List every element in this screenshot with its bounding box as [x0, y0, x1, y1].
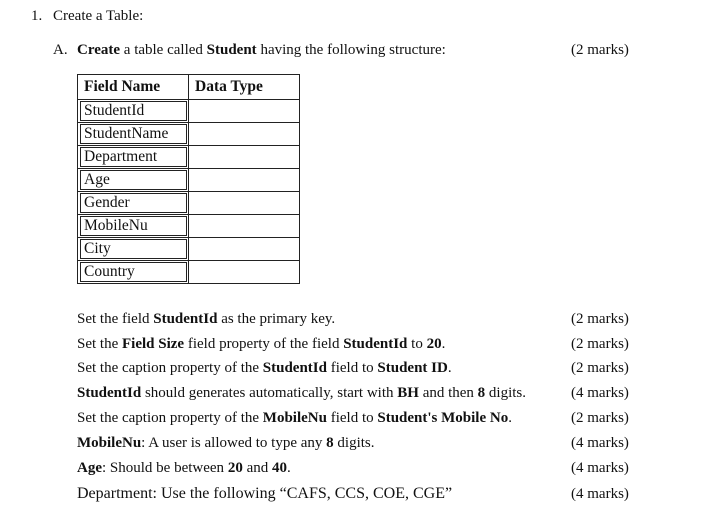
task-age-range [77, 460, 291, 477]
field-name-cell: Department [78, 146, 189, 169]
data-type-cell [189, 123, 300, 146]
task-marks: (2 marks) [571, 410, 629, 426]
task-bold: MobileNu [262, 410, 327, 426]
task-marks: (2 marks) [571, 360, 629, 376]
task-text: digits. [333, 435, 375, 451]
task-bold: StudentId [343, 336, 408, 352]
field-name-cell: Gender [78, 192, 189, 215]
task-marks: (4 marks) [571, 435, 629, 451]
task-text: field to [326, 410, 378, 426]
task-text: Set the [77, 336, 122, 352]
task-text: and then [418, 385, 478, 401]
field-name-cell: Age [78, 169, 189, 192]
task-bold: MobileNu [77, 435, 142, 451]
task-caption-studentid [77, 360, 452, 377]
question-number: 1. [31, 8, 43, 24]
data-type-cell [189, 100, 300, 123]
task-bold: 8 [477, 385, 486, 401]
table-row [78, 146, 300, 169]
task-text: . [508, 410, 512, 426]
task-bold: StudentId [77, 385, 142, 401]
task-bold: BH [397, 385, 419, 401]
task-text: to [407, 336, 427, 352]
task-text: : Should be between [102, 460, 228, 476]
task-bold: 20 [227, 460, 243, 476]
task-text: and [242, 460, 272, 476]
header-data-type: Data Type [189, 75, 300, 100]
table-row [78, 123, 300, 146]
task-field-size [77, 336, 445, 353]
task-text: Set the caption property of the [77, 410, 263, 426]
task-primary-key [77, 311, 335, 328]
task-auto-generate [77, 385, 526, 402]
field-name-cell: Country [78, 261, 189, 284]
task-department-lookup [77, 485, 452, 503]
task-text: Set the caption property of the [77, 360, 263, 376]
data-type-cell [189, 261, 300, 284]
task-marks: (4 marks) [571, 385, 629, 401]
task-bold: Age [77, 460, 102, 476]
task-bold: Student's Mobile No [377, 410, 509, 426]
task-bold: 40 [271, 460, 287, 476]
task-text: should generates automatically, start with [141, 385, 398, 401]
field-name-cell: City [78, 238, 189, 261]
task-bold: StudentId [153, 311, 218, 327]
data-type-cell [189, 146, 300, 169]
instruction-text-end: having the following structure: [256, 42, 446, 58]
task-text: . [441, 336, 446, 352]
task-text: Department: Use the following “CAFS, CCS, COE, CGE” [77, 485, 453, 502]
table-row [78, 238, 300, 261]
data-type-cell [189, 169, 300, 192]
task-text: : A user is allowed to type any [141, 435, 327, 451]
task-text: field to [326, 360, 378, 376]
question-title: Create a Table: [53, 8, 144, 24]
part-a-marks: (2 marks) [571, 42, 629, 58]
task-bold: 20 [426, 336, 442, 352]
table-name: Student [206, 42, 257, 58]
table-row [78, 215, 300, 238]
task-text: Set the field [77, 311, 154, 327]
task-text: as the primary key. [217, 311, 336, 327]
table-header-row [78, 75, 300, 100]
structure-table [77, 74, 300, 284]
task-bold: Field Size [122, 336, 185, 352]
task-marks: (4 marks) [571, 486, 629, 502]
task-bold: Student ID [377, 360, 448, 376]
data-type-cell [189, 192, 300, 215]
task-text: field property of the field [184, 336, 344, 352]
task-bold: 8 [326, 435, 334, 451]
header-field-name: Field Name [78, 75, 189, 100]
task-marks: (2 marks) [571, 336, 629, 352]
table-row [78, 192, 300, 215]
instruction-text: a table called [120, 42, 207, 58]
field-name-cell: StudentName [78, 123, 189, 146]
task-text: digits. [485, 385, 527, 401]
task-mobilenu-digits [77, 435, 375, 452]
task-marks: (2 marks) [571, 311, 629, 327]
data-type-cell [189, 215, 300, 238]
field-name-cell: StudentId [78, 100, 189, 123]
table-row [78, 261, 300, 284]
part-a-instruction [77, 42, 446, 59]
task-caption-mobilenu [77, 410, 512, 427]
data-type-cell [189, 238, 300, 261]
task-bold: StudentId [262, 360, 327, 376]
create-keyword: Create [77, 42, 121, 58]
table-row [78, 100, 300, 123]
field-name-cell: MobileNu [78, 215, 189, 238]
part-letter: A. [53, 42, 68, 58]
task-text: . [286, 460, 291, 476]
task-text: . [447, 360, 452, 376]
table-row [78, 169, 300, 192]
task-marks: (4 marks) [571, 460, 629, 476]
